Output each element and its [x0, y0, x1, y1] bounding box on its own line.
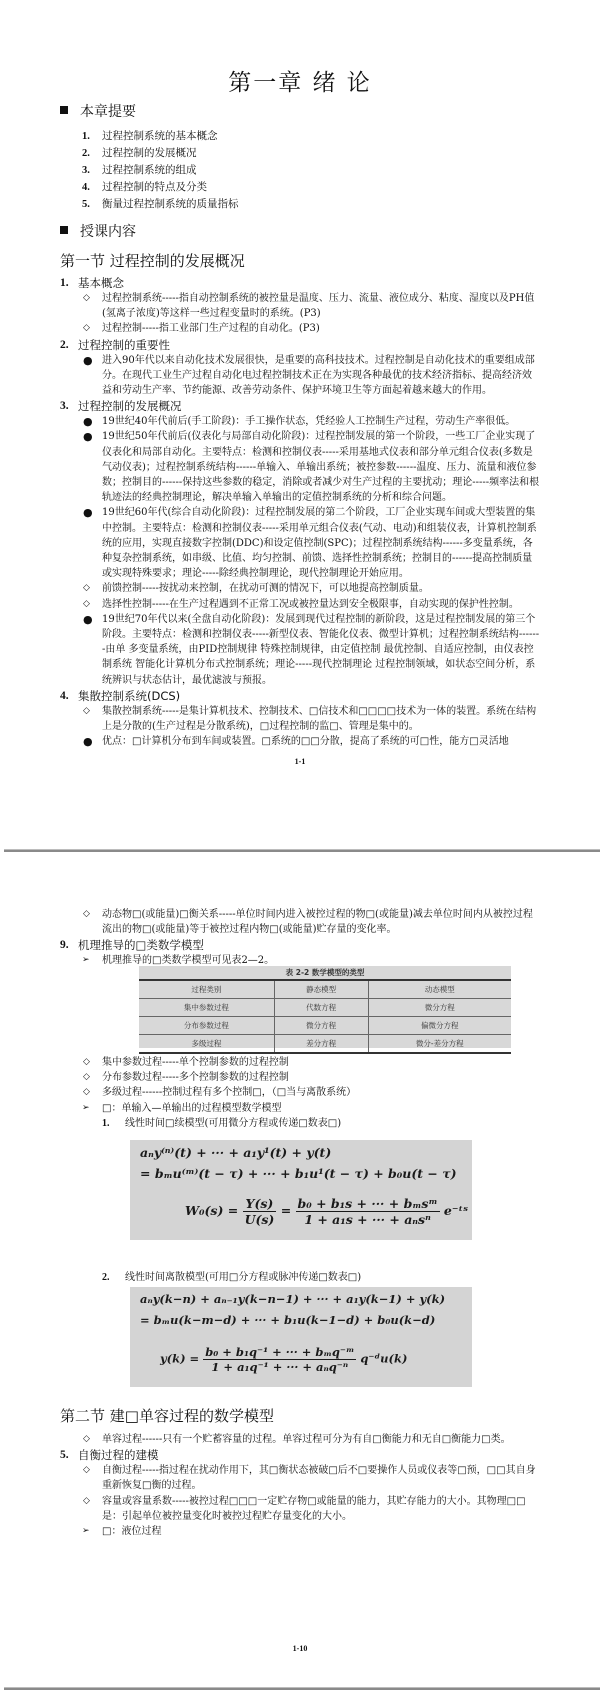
list-item: ◇ 集中参数过程-----单个控制参数的过程控制: [0, 1055, 600, 1070]
dot-bullet-icon: ●: [83, 430, 93, 444]
page-2-top: [0, 907, 600, 969]
table-row: 分布参数过程 微分方程 偏微分方程: [139, 1017, 511, 1035]
list-item: 1. 过程控制系统的基本概念: [82, 130, 218, 142]
page-separator: [4, 849, 600, 852]
list-item: ◇ 选择性控制-----在生产过程遇到不正常工况或被控量达到安全极限事，自动实现的保护性控制。: [0, 597, 600, 612]
diamond-bullet-icon: ◇: [83, 1057, 90, 1067]
list-item: ◇ 单容过程------只有一个贮蓄容量的过程。单容过程可分为有自□衡能力和无自□衡能力□类。: [0, 1432, 600, 1447]
diamond-bullet-icon: ◇: [83, 1495, 90, 1506]
section-2-body: [0, 1432, 600, 1539]
discrete-model-label: [0, 1270, 600, 1285]
numbered-heading: 9. 机理推导的□类数学模型: [60, 938, 204, 953]
list-item: 5. 衡量过程控制系统的质量指标: [82, 198, 239, 210]
list-item: ◇ 过程控制系统-----指自动控制系统的被控量是温度、压力、流量、液位成分、粘度、湿度以及PH值(氢离子浓度)等这样一些过程变量时的系统。(P3): [83, 293, 535, 320]
list-item: ◇ 过程控制-----指工业部门生产过程的自动化。(P3): [0, 321, 600, 336]
dot-bullet-icon: ●: [83, 612, 93, 626]
page-number: 1-1: [294, 757, 306, 766]
section-1-title: 第一节 过程控制的发展概况: [60, 252, 245, 270]
numbered-heading: 1. 基本概念: [60, 276, 124, 290]
list-item: 2. 过程控制的发展概况: [82, 147, 197, 159]
numbered-subitem: 2. 线性时间离散模型(可用□分方程或脉冲传递□数表□): [102, 1272, 362, 1283]
diamond-bullet-icon: ◇: [83, 293, 90, 303]
diamond-bullet-icon: ◇: [83, 705, 90, 716]
dot-bullet-icon: ●: [83, 735, 93, 749]
model-type-table: [139, 966, 511, 1048]
diamond-bullet-icon: ◇: [83, 598, 90, 609]
square-bullet-icon: [60, 226, 68, 234]
list-item: ● 19世纪60年代(综合自动化阶段)：过程控制发展的第二个阶段，工厂企业实现车间或大型装置的集中控制。主要特点：检测和控制仪表-----采用单元组合仪表(气动、电动)和组装仪表，计算机控制系统的应用，实现直接数字控制(DDC)和设定值控制(SPC)；过程控制系统结构------多变量系统，各种复杂控制系统，如串级、比值、均匀控制、前馈、选择性控制系统；控制目的------提高控制质量或实现特殊要求；理论-----除经典控制理论，现代控制理论开始应用。: [83, 506, 537, 580]
numbered-subitem: 1. 线性时间□续模型(可用微分方程或传递□数表□): [102, 1117, 342, 1129]
chapter-title: 第一章 绪 论: [228, 70, 372, 96]
list-item: ● 进入90年代以来自动化技术发展很快，是重要的高科技技术。过程控制是自动化技术的重要组成部分。在现代工业生产过程自动化电过程控制技术正在为实现各种最优的技术经济指标、提高经济效益和劳动生产率、节约能源、改善劳动条件、保护环境卫生等方面起着越来越大的作用。: [83, 353, 535, 397]
page-number: 1-10: [292, 1644, 308, 1653]
list-item: ● 19世纪70年代以来(全盘自动化阶段)：发展到现代过程控制的新阶段，这是过程控制发展的第三个阶段。主要特点：检测和控制仪表-----新型仪表、智能化仪表、微型计算机；过程控制系统结构-------由单 多变量系统，由PID控制规律 特殊控制规律，由定值控制 最优控制、自适应控制，由仪表控制系统 智能化计算机分布式控制系统；理论-----现代控制理论 过程控制领域，如状态空间分析，系统辨识与状态估计，最优滤波与预报。: [83, 612, 540, 686]
section-1-body: [0, 275, 600, 749]
list-item: ◇ 前馈控制-----按扰动来控制，在扰动可测的情况下，可以地提高控制质量。: [0, 581, 600, 596]
list-item: ➢ □：单输入—单输出的过程模型数学模型: [0, 1101, 600, 1116]
teaching-heading: 授课内容: [60, 221, 136, 241]
diamond-bullet-icon: ◇: [83, 1087, 90, 1098]
model-notes: [0, 1055, 600, 1131]
square-bullet-icon: [60, 106, 68, 114]
list-item: ◇ 多级过程------控制过程有多个控制□，（□当与离散系统）: [0, 1085, 600, 1100]
numbered-heading: 5. 自衡过程的建模: [60, 1448, 159, 1463]
list-item: 4. 过程控制的特点及分类: [82, 181, 207, 193]
list-item: ◇ 动态物□(或能量)□衡关系-----单位时间内进入被控过程的物□(或能量)减去单位时间内从被控过程流出的物□(或能量)等于被控过程内物□(或能量)贮存量的变化率。: [83, 909, 533, 936]
list-item: ◇ 自衡过程-----指过程在扰动作用下，其□衡状态被破□后不□要操作人员或仪表等□预，□□其自身重新恢复□衡的过程。: [83, 1465, 536, 1492]
page-separator: [4, 1687, 600, 1690]
dot-bullet-icon: ●: [83, 353, 93, 367]
list-item: ● 优点：□计算机分布到车间或装置。□系统的□□分散，提高了系统的可□性，能方□灵活地: [83, 735, 509, 749]
table-header-row: 过程类别 静态模型 动态模型: [139, 980, 511, 999]
arrow-bullet-icon: ➢: [82, 1102, 90, 1113]
discrete-model-formula: aₙy(k−n) + aₙ₋₁y(k−n−1) + ··· + a₁y(k−1) + y(k) = bₘu(k−m−d) + ··· + b₁u(k−1−d) + b₀u(k−d) y(k) = $\frac{\text{b₀ + b₁q⁻¹ + ··· + bₘq⁻ᵐ}}{\text{1 + a₁q⁻¹ + ··· + aₙq⁻ⁿ}}$ q⁻ᵈu(k): [130, 1287, 472, 1387]
list-item: ◇ 集散控制系统-----是集计算机技术、控制技术、□信技术和□□□□技术为一体的装置。系统在结构上是分散的(生产过程是分散系统)，□过程控制的监□、管理是集中的。: [83, 705, 537, 733]
numbered-heading: 2. 过程控制的重要性: [60, 337, 170, 352]
arrow-bullet-icon: ➢: [82, 955, 90, 966]
table-row: 集中参数过程 代数方程 微分方程: [139, 999, 511, 1017]
table-caption: 表 2-2 数学模型的类型: [285, 968, 365, 977]
diamond-bullet-icon: ◇: [83, 323, 90, 334]
arrow-bullet-icon: ➢: [82, 1526, 90, 1537]
continuous-model-formula: aₙy⁽ⁿ⁾(t) + ··· + a₁y¹(t) + y(t) = bₘu⁽ᵐ⁾(t − τ) + ··· + b₁u¹(t − τ) + b₀u(t − τ) W₀(s) = $\frac{Y(s)}{U(s)}$ = $\frac{\text{b₀ + b₁s + ··· + bₘsᵐ}}{\text{1 + a₁s + ··· + aₙsⁿ}}$ e⁻ᵗˢ: [130, 1140, 472, 1240]
dot-bullet-icon: ●: [83, 506, 93, 520]
diamond-bullet-icon: ◇: [83, 583, 90, 594]
summary-list: [82, 128, 239, 213]
list-item: ● 19世纪50年代前后(仪表化与局部自动化阶段)：过程控制发展的第一个阶段，一些工厂企业实现了仪表化和局部自动化。主要特点：检测和控制仪表-----采用基地式仪表和部分单元组合仪表(多数是气动仪表)；过程控制系统结构------单输入、单输出系统；被控参数------温度、压力、流量和液位参数；控制目的------保持这些参数的稳定，消除或者减少对生产过程的主要扰动；理论-----频率法和根轨迹法的经典控制理论，解决单输入单输出的定值控制系统的分析和综合问题。: [83, 430, 540, 504]
dot-bullet-icon: ●: [83, 415, 93, 429]
diamond-bullet-icon: ◇: [83, 1465, 90, 1476]
diamond-bullet-icon: ◇: [83, 1434, 90, 1444]
summary-heading: 本章提要: [60, 101, 136, 121]
table-row: 多级过程 差分方程 微分-差分方程: [139, 1035, 511, 1054]
list-item: 3. 过程控制系统的组成: [82, 164, 197, 176]
diamond-bullet-icon: ◇: [83, 909, 90, 919]
numbered-heading: 3. 过程控制的发展概况: [60, 399, 182, 414]
diamond-bullet-icon: ◇: [83, 1072, 90, 1083]
numbered-heading: 4. 集散控制系统(DCS): [60, 688, 181, 703]
section-2-title: 第二节 建□单容过程的数学模型: [60, 1407, 274, 1425]
list-item: ● 19世纪40年代前后(手工阶段)：手工操作状态，凭经验人工控制生产过程，劳动生产率很低。: [83, 415, 516, 429]
list-item: ➢ □：液位过程: [0, 1524, 600, 1539]
list-item: ◇ 分布参数过程-----多个控制参数的过程控制: [0, 1070, 600, 1085]
list-item: ◇ 容量或容量系数-----被控过程□□□一定贮存物□或能量的能力，其贮存能力的大小。其物理□□是：引起单位被控量变化时被控过程贮存量变化的大小。: [83, 1495, 526, 1522]
list-item: ➢ 机理推导的□类数学模型可见表2—2。: [0, 953, 600, 968]
